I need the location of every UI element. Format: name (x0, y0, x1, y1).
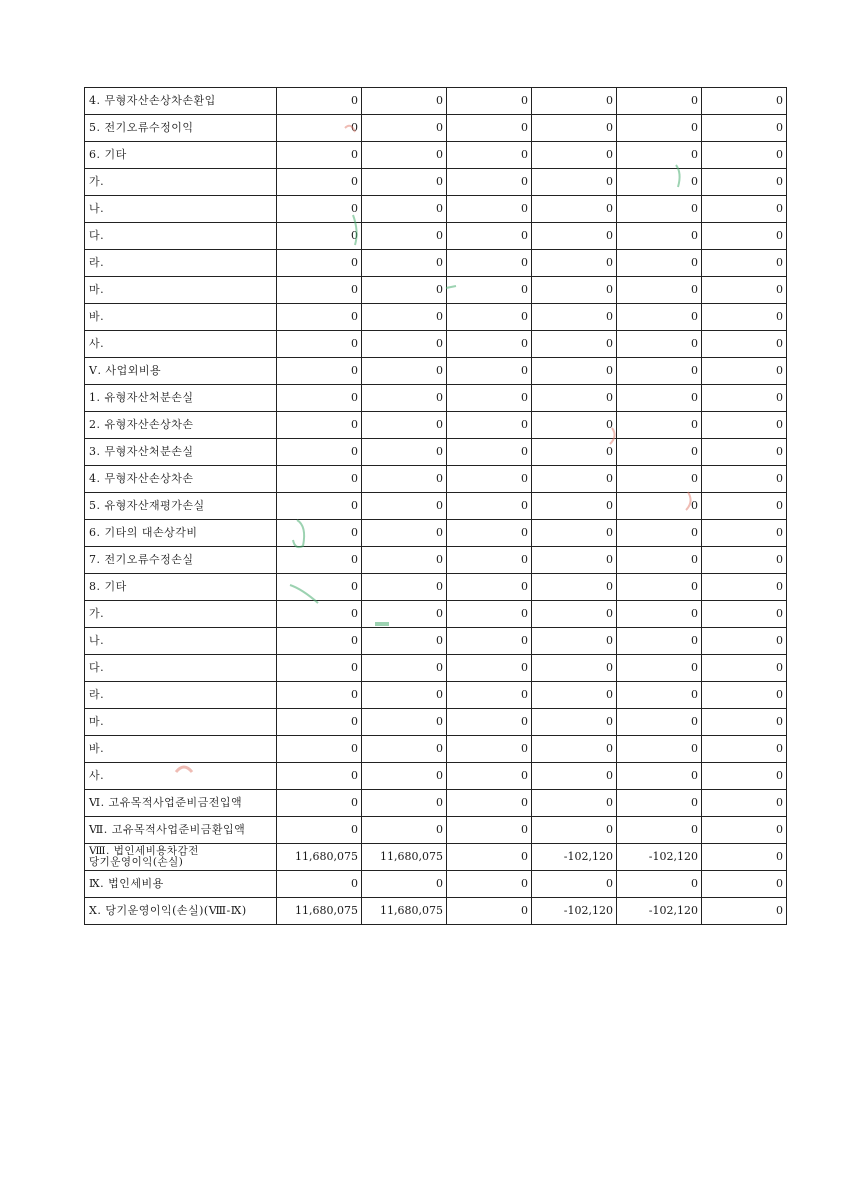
amount-cell: 0 (362, 574, 447, 601)
table-row (85, 466, 787, 493)
amount-cell: 0 (362, 709, 447, 736)
row-label: 6. 기타의 대손상각비 (85, 520, 277, 547)
amount-cell: 0 (532, 601, 617, 628)
amount-cell: 0 (362, 196, 447, 223)
amount-cell: 0 (277, 277, 362, 304)
row-label: 7. 전기오류수정손실 (85, 547, 277, 574)
amount-cell: 0 (702, 196, 787, 223)
amount-cell: 11,680,075 (277, 898, 362, 925)
amount-cell: 0 (617, 493, 702, 520)
table-row (85, 277, 787, 304)
amount-cell: 0 (532, 277, 617, 304)
amount-cell: 0 (702, 520, 787, 547)
row-label: 가. (85, 169, 277, 196)
amount-cell: 0 (362, 169, 447, 196)
amount-cell: 0 (362, 871, 447, 898)
amount-cell: 0 (532, 142, 617, 169)
operating-statement-table (84, 87, 787, 925)
amount-cell: 0 (447, 331, 532, 358)
amount-cell: 0 (447, 871, 532, 898)
amount-cell: 0 (532, 304, 617, 331)
amount-cell: 0 (532, 169, 617, 196)
row-label: Ⅷ. 법인세비용차감전 당기운영이익(손실) (85, 844, 277, 871)
amount-cell: 0 (702, 142, 787, 169)
amount-cell: 0 (617, 439, 702, 466)
table-row (85, 304, 787, 331)
amount-cell: 0 (362, 817, 447, 844)
table-row (85, 223, 787, 250)
amount-cell: 0 (532, 547, 617, 574)
amount-cell: 0 (617, 142, 702, 169)
amount-cell: 0 (447, 493, 532, 520)
amount-cell: 0 (447, 223, 532, 250)
amount-cell: 0 (702, 385, 787, 412)
amount-cell: 0 (702, 439, 787, 466)
table-row (85, 763, 787, 790)
amount-cell: 0 (362, 466, 447, 493)
amount-cell: 0 (617, 223, 702, 250)
amount-cell: 0 (532, 250, 617, 277)
amount-cell: 0 (532, 115, 617, 142)
table-row (85, 844, 787, 871)
row-label: Ⅸ. 법인세비용 (85, 871, 277, 898)
amount-cell: 0 (447, 304, 532, 331)
amount-cell: 0 (702, 655, 787, 682)
amount-cell: 0 (617, 655, 702, 682)
amount-cell: 0 (277, 115, 362, 142)
amount-cell: 0 (702, 358, 787, 385)
amount-cell: 11,680,075 (362, 898, 447, 925)
amount-cell: 0 (532, 763, 617, 790)
amount-cell: 0 (447, 601, 532, 628)
amount-cell: 0 (277, 628, 362, 655)
amount-cell: 0 (277, 466, 362, 493)
amount-cell: 0 (277, 601, 362, 628)
row-label: 마. (85, 709, 277, 736)
row-label: 5. 전기오류수정이익 (85, 115, 277, 142)
amount-cell: 0 (617, 358, 702, 385)
amount-cell: 0 (617, 736, 702, 763)
table-row (85, 682, 787, 709)
amount-cell: 0 (702, 223, 787, 250)
amount-cell: 0 (532, 682, 617, 709)
amount-cell: 0 (362, 277, 447, 304)
table-row (85, 358, 787, 385)
amount-cell: 0 (362, 142, 447, 169)
row-label: Ⅹ. 당기운영이익(손실)(Ⅷ-Ⅸ) (85, 898, 277, 925)
table-row (85, 331, 787, 358)
amount-cell: 0 (532, 385, 617, 412)
amount-cell: 0 (617, 304, 702, 331)
table-row (85, 115, 787, 142)
amount-cell: 0 (362, 223, 447, 250)
amount-cell: 0 (532, 709, 617, 736)
amount-cell: 0 (702, 466, 787, 493)
table-row (85, 547, 787, 574)
amount-cell: 0 (447, 277, 532, 304)
amount-cell: 0 (447, 736, 532, 763)
amount-cell: 0 (277, 493, 362, 520)
amount-cell: 0 (702, 412, 787, 439)
row-label: 라. (85, 682, 277, 709)
table-row (85, 628, 787, 655)
amount-cell: 0 (702, 250, 787, 277)
amount-cell: 0 (447, 412, 532, 439)
amount-cell: 0 (447, 88, 532, 115)
amount-cell: 0 (277, 304, 362, 331)
amount-cell: 0 (617, 817, 702, 844)
amount-cell: 0 (532, 736, 617, 763)
row-label: 라. (85, 250, 277, 277)
amount-cell: 0 (447, 196, 532, 223)
amount-cell: 0 (447, 115, 532, 142)
amount-cell: 0 (617, 871, 702, 898)
amount-cell: -102,120 (532, 898, 617, 925)
amount-cell: 0 (617, 520, 702, 547)
table-row (85, 88, 787, 115)
amount-cell: 0 (702, 709, 787, 736)
amount-cell: 0 (532, 628, 617, 655)
amount-cell: 0 (702, 628, 787, 655)
table-row (85, 574, 787, 601)
amount-cell: 0 (702, 871, 787, 898)
amount-cell: 0 (702, 115, 787, 142)
row-label: 5. 유형자산재평가손실 (85, 493, 277, 520)
amount-cell: 0 (702, 898, 787, 925)
amount-cell: 0 (617, 169, 702, 196)
amount-cell: 0 (702, 277, 787, 304)
amount-cell: 0 (532, 358, 617, 385)
table-body (85, 88, 787, 925)
amount-cell: 0 (362, 628, 447, 655)
amount-cell: 0 (447, 574, 532, 601)
amount-cell: 0 (702, 493, 787, 520)
amount-cell: 0 (277, 763, 362, 790)
amount-cell: 0 (617, 709, 702, 736)
row-label: 가. (85, 601, 277, 628)
amount-cell: 0 (617, 790, 702, 817)
amount-cell: 0 (277, 385, 362, 412)
amount-cell: 0 (532, 790, 617, 817)
row-label: 나. (85, 196, 277, 223)
amount-cell: 0 (532, 223, 617, 250)
amount-cell: 11,680,075 (362, 844, 447, 871)
table-row (85, 655, 787, 682)
amount-cell: 0 (362, 115, 447, 142)
amount-cell: 11,680,075 (277, 844, 362, 871)
amount-cell: 0 (362, 655, 447, 682)
table-row (85, 142, 787, 169)
row-label: 4. 무형자산손상차손환입 (85, 88, 277, 115)
table-row (85, 520, 787, 547)
table-row (85, 736, 787, 763)
amount-cell: 0 (362, 682, 447, 709)
amount-cell: 0 (277, 169, 362, 196)
row-label: 2. 유형자산손상차손 (85, 412, 277, 439)
amount-cell: 0 (362, 412, 447, 439)
amount-cell: 0 (277, 682, 362, 709)
amount-cell: 0 (617, 115, 702, 142)
amount-cell: 0 (277, 142, 362, 169)
amount-cell: 0 (277, 88, 362, 115)
amount-cell: 0 (447, 358, 532, 385)
amount-cell: 0 (277, 520, 362, 547)
row-label: 8. 기타 (85, 574, 277, 601)
amount-cell: 0 (277, 655, 362, 682)
amount-cell: 0 (447, 790, 532, 817)
table-row (85, 709, 787, 736)
amount-cell: 0 (447, 547, 532, 574)
row-label: 6. 기타 (85, 142, 277, 169)
amount-cell: 0 (447, 655, 532, 682)
amount-cell: 0 (617, 601, 702, 628)
amount-cell: 0 (447, 250, 532, 277)
amount-cell: 0 (532, 493, 617, 520)
amount-cell: 0 (447, 628, 532, 655)
amount-cell: 0 (362, 331, 447, 358)
amount-cell: 0 (362, 601, 447, 628)
row-label: Ⅴ. 사업외비용 (85, 358, 277, 385)
amount-cell: 0 (447, 520, 532, 547)
amount-cell: 0 (362, 547, 447, 574)
row-label: 마. (85, 277, 277, 304)
amount-cell: 0 (277, 709, 362, 736)
amount-cell: 0 (532, 196, 617, 223)
amount-cell: 0 (702, 304, 787, 331)
row-label: 1. 유형자산처분손실 (85, 385, 277, 412)
amount-cell: 0 (702, 547, 787, 574)
amount-cell: 0 (702, 682, 787, 709)
amount-cell: 0 (277, 331, 362, 358)
amount-cell: 0 (617, 331, 702, 358)
amount-cell: 0 (702, 169, 787, 196)
amount-cell: 0 (277, 871, 362, 898)
amount-cell: 0 (277, 736, 362, 763)
row-label: Ⅵ. 고유목적사업준비금전입액 (85, 790, 277, 817)
table-row (85, 493, 787, 520)
amount-cell: 0 (702, 331, 787, 358)
amount-cell: 0 (277, 547, 362, 574)
amount-cell: 0 (277, 196, 362, 223)
amount-cell: -102,120 (617, 844, 702, 871)
amount-cell: -102,120 (617, 898, 702, 925)
amount-cell: 0 (617, 466, 702, 493)
amount-cell: 0 (362, 790, 447, 817)
amount-cell: 0 (617, 250, 702, 277)
amount-cell: 0 (702, 763, 787, 790)
amount-cell: 0 (447, 385, 532, 412)
amount-cell: 0 (617, 547, 702, 574)
amount-cell: 0 (447, 466, 532, 493)
amount-cell: 0 (617, 628, 702, 655)
amount-cell: 0 (362, 304, 447, 331)
row-label: 사. (85, 331, 277, 358)
amount-cell: 0 (532, 88, 617, 115)
amount-cell: 0 (532, 412, 617, 439)
table-row (85, 169, 787, 196)
amount-cell: 0 (447, 844, 532, 871)
row-label: 다. (85, 655, 277, 682)
amount-cell: 0 (447, 898, 532, 925)
amount-cell: 0 (447, 439, 532, 466)
row-label: 바. (85, 304, 277, 331)
amount-cell: 0 (277, 223, 362, 250)
amount-cell: 0 (702, 736, 787, 763)
amount-cell: 0 (532, 817, 617, 844)
amount-cell: 0 (362, 358, 447, 385)
amount-cell: 0 (447, 682, 532, 709)
amount-cell: 0 (702, 88, 787, 115)
financial-statement-sheet (84, 87, 786, 925)
amount-cell: 0 (447, 763, 532, 790)
row-label: 3. 무형자산처분손실 (85, 439, 277, 466)
amount-cell: 0 (702, 601, 787, 628)
amount-cell: 0 (362, 763, 447, 790)
row-label: 바. (85, 736, 277, 763)
amount-cell: 0 (277, 412, 362, 439)
table-row (85, 385, 787, 412)
amount-cell: 0 (702, 817, 787, 844)
amount-cell: 0 (277, 250, 362, 277)
amount-cell: 0 (362, 520, 447, 547)
amount-cell: 0 (532, 466, 617, 493)
table-row (85, 871, 787, 898)
amount-cell: 0 (617, 412, 702, 439)
amount-cell: 0 (702, 790, 787, 817)
amount-cell: 0 (447, 142, 532, 169)
table-row (85, 250, 787, 277)
table-row (85, 601, 787, 628)
amount-cell: 0 (277, 439, 362, 466)
amount-cell: 0 (362, 736, 447, 763)
amount-cell: 0 (362, 439, 447, 466)
amount-cell: 0 (617, 277, 702, 304)
row-label: 4. 무형자산손상차손 (85, 466, 277, 493)
amount-cell: 0 (277, 358, 362, 385)
amount-cell: 0 (532, 331, 617, 358)
amount-cell: -102,120 (532, 844, 617, 871)
amount-cell: 0 (617, 385, 702, 412)
amount-cell: 0 (617, 763, 702, 790)
amount-cell: 0 (362, 250, 447, 277)
table-row (85, 817, 787, 844)
amount-cell: 0 (277, 574, 362, 601)
table-row (85, 439, 787, 466)
amount-cell: 0 (532, 871, 617, 898)
amount-cell: 0 (447, 169, 532, 196)
amount-cell: 0 (532, 439, 617, 466)
amount-cell: 0 (277, 790, 362, 817)
amount-cell: 0 (532, 574, 617, 601)
table-row (85, 790, 787, 817)
amount-cell: 0 (277, 817, 362, 844)
amount-cell: 0 (362, 493, 447, 520)
amount-cell: 0 (362, 88, 447, 115)
amount-cell: 0 (617, 682, 702, 709)
amount-cell: 0 (702, 574, 787, 601)
amount-cell: 0 (532, 655, 617, 682)
amount-cell: 0 (702, 844, 787, 871)
amount-cell: 0 (447, 709, 532, 736)
amount-cell: 0 (617, 196, 702, 223)
row-label: 나. (85, 628, 277, 655)
amount-cell: 0 (532, 520, 617, 547)
row-label: Ⅶ. 고유목적사업준비금환입액 (85, 817, 277, 844)
table-row (85, 898, 787, 925)
row-label: 다. (85, 223, 277, 250)
amount-cell: 0 (617, 574, 702, 601)
amount-cell: 0 (362, 385, 447, 412)
amount-cell: 0 (617, 88, 702, 115)
table-row (85, 196, 787, 223)
amount-cell: 0 (447, 817, 532, 844)
table-row (85, 412, 787, 439)
row-label: 사. (85, 763, 277, 790)
